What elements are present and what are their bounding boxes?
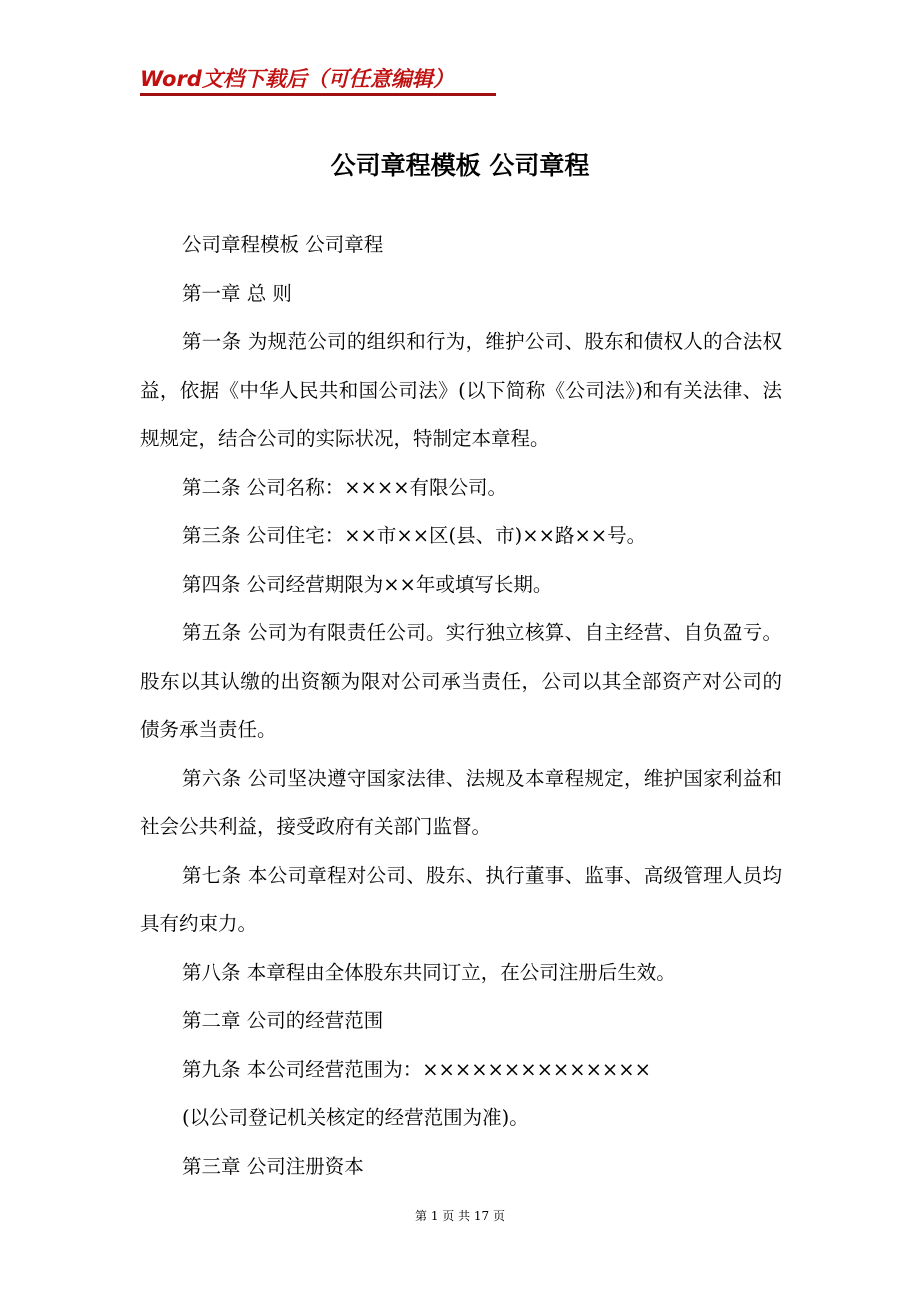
document-body [140,221,782,1191]
page-number-footer: 第 1 页 共 17 页 [415,1209,505,1223]
download-note-header: Word文档下载后（可任意编辑） [140,67,454,91]
paragraph-intro: 公司章程模板 公司章程 [182,233,384,256]
article-paragraph: 第四条 公司经营期限为××年或填写长期。 [182,572,553,596]
document-title: 公司章程模板 公司章程 [330,151,590,180]
article-paragraph: 第二条 公司名称：××××有限公司。 [182,475,508,499]
chapter-heading: 第一章 总 则 [182,281,292,305]
article-paragraph: 第七条 本公司章程对公司、股东、执行董事、监事、高级管理人员均具有约束力。 [140,863,782,935]
chapter-heading: 第二章 公司的经营范围 [182,1009,384,1032]
article-paragraph: 第一条 为规范公司的组织和行为，维护公司、股东和债权人的合法权益，依据《中华人民共和国公司法》(以下简称《公司法》)和有关法律、法规规定，结合公司的实际状况，特制定本章程。 [140,330,782,450]
article-paragraph: 第九条 本公司经营范围为：×××××××××××××× [182,1057,651,1081]
article-paragraph: 第三条 公司住宅：××市××区(县、市)××路××号。 [182,524,647,547]
article-paragraph: 第六条 公司坚决遵守国家法律、法规及本章程规定，维护国家利益和社会公共利益，接受政府有关部门监督。 [140,766,782,838]
article-paragraph: 第八条 本章程由全体股东共同订立，在公司注册后生效。 [182,960,676,984]
article-paragraph: (以公司登记机关核定的经营范围为准)。 [182,1106,529,1129]
chapter-heading: 第三章 公司注册资本 [182,1154,364,1178]
header-underline [140,93,496,96]
article-paragraph: 第五条 公司为有限责任公司。实行独立核算、自主经营、自负盈亏。股东以其认缴的出资额为限对公司承当责任，公司以其全部资产对公司的债务承当责任。 [140,621,782,741]
